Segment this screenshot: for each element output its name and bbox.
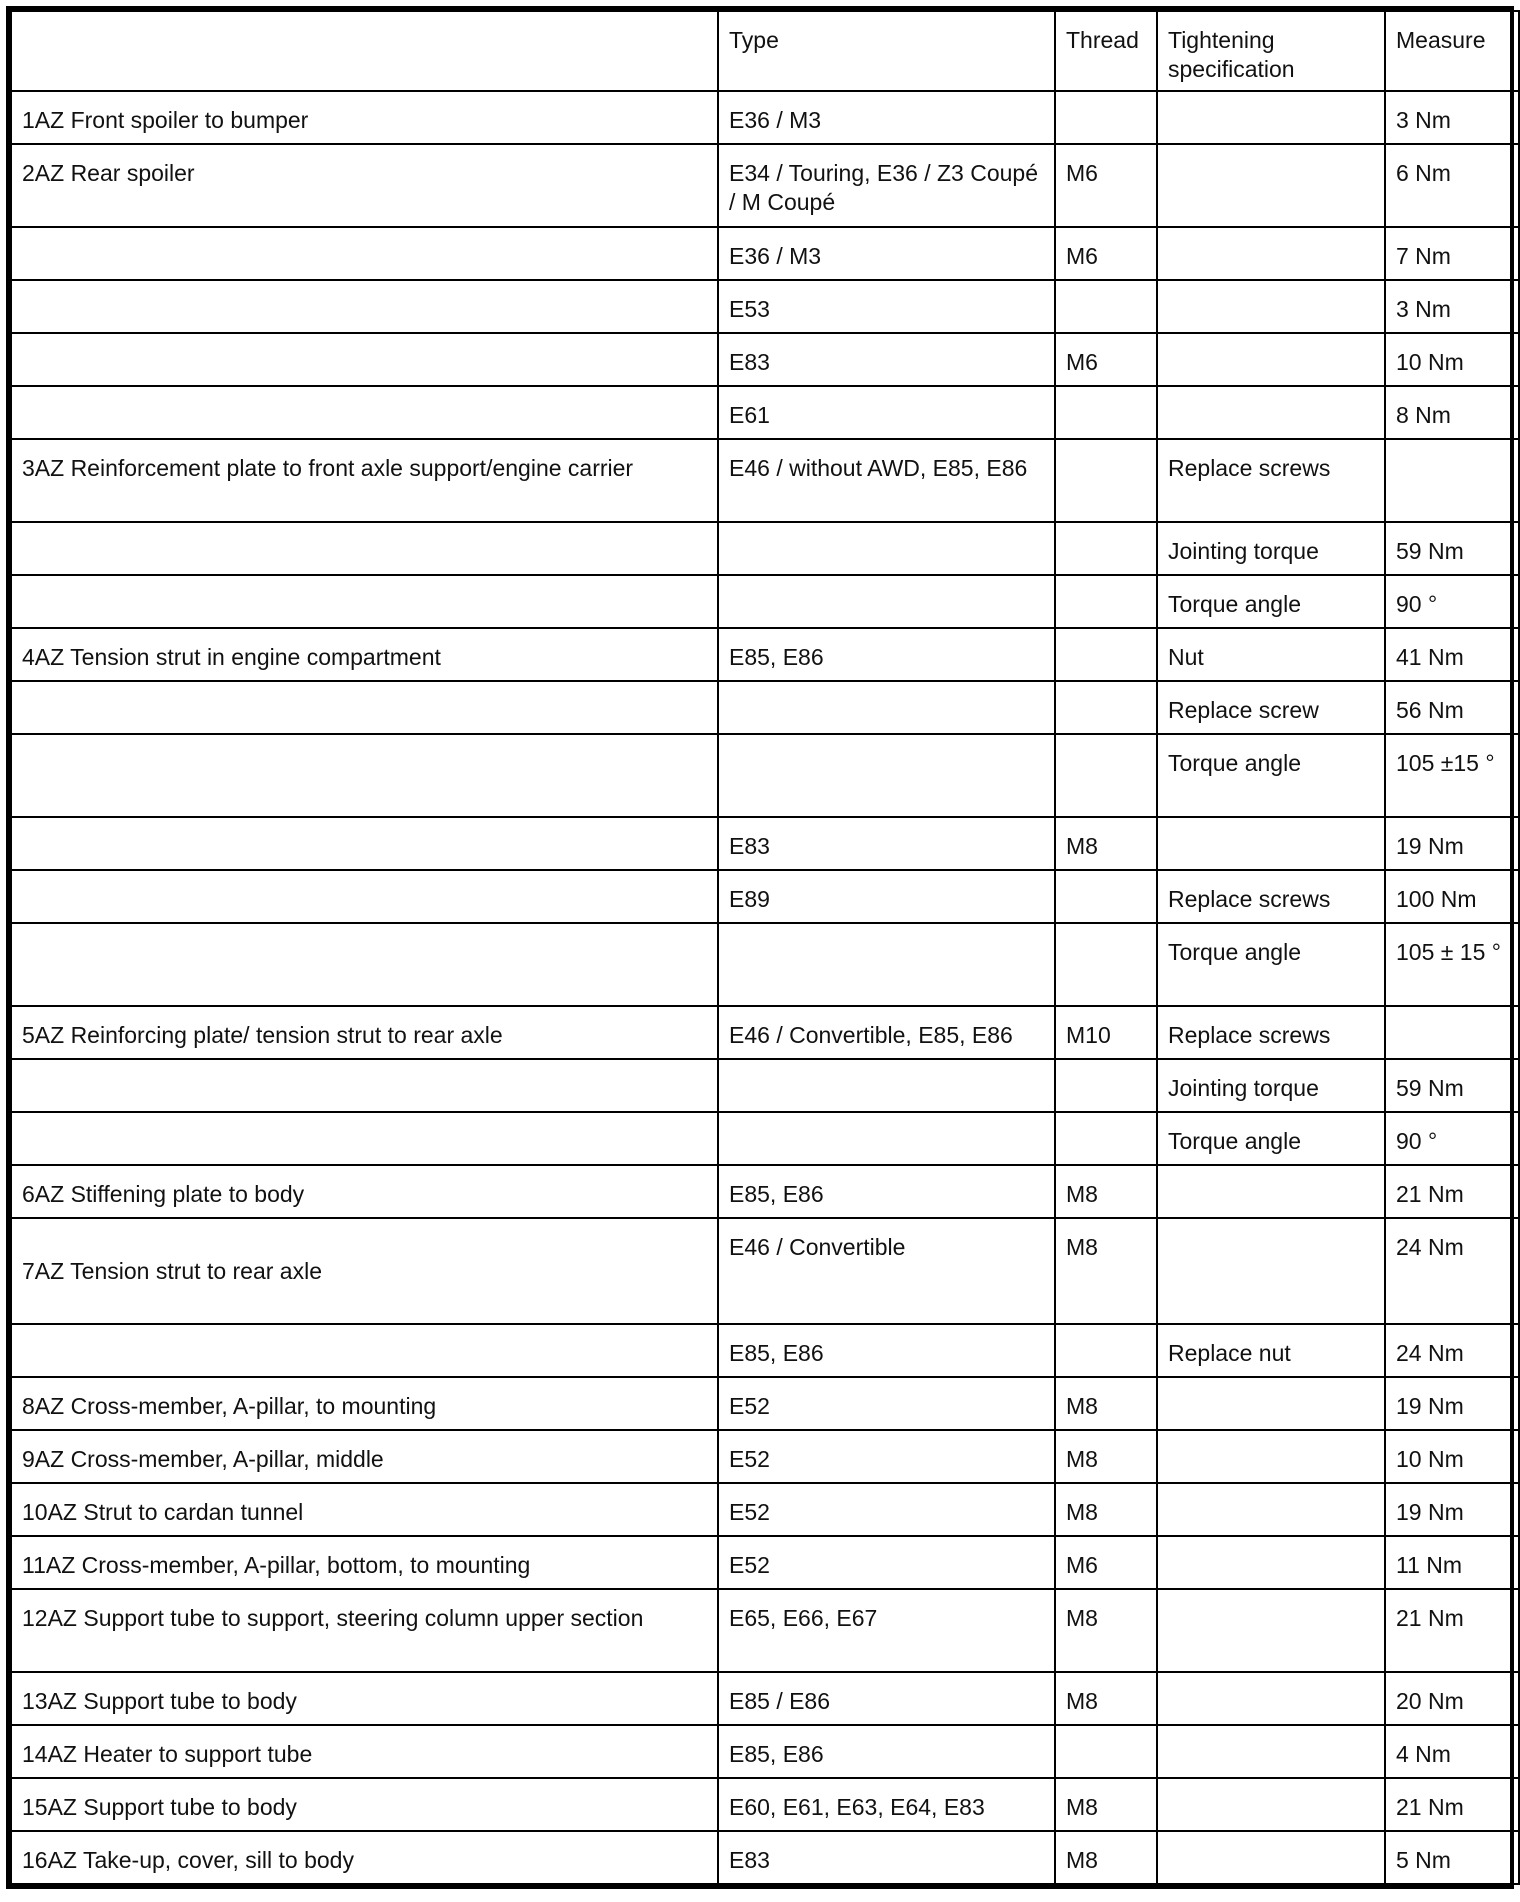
cell-description [11, 870, 718, 923]
cell-thread [1055, 91, 1157, 144]
cell-thread: M8 [1055, 817, 1157, 870]
table-row [11, 1536, 1519, 1589]
cell-description: 6AZ Stiffening plate to body [11, 1165, 718, 1218]
cell-thread [1055, 575, 1157, 628]
table-row [11, 628, 1519, 681]
cell-tightening [1157, 1483, 1385, 1536]
cell-type [718, 1059, 1055, 1112]
cell-type: E85, E86 [718, 1165, 1055, 1218]
cell-tightening: Replace screws [1157, 870, 1385, 923]
cell-type [718, 923, 1055, 1006]
cell-tightening [1157, 1831, 1385, 1884]
cell-thread [1055, 870, 1157, 923]
cell-type: E85 / E86 [718, 1672, 1055, 1725]
cell-description: 15AZ Support tube to body [11, 1778, 718, 1831]
cell-measure: 19 Nm [1385, 1377, 1519, 1430]
cell-tightening [1157, 817, 1385, 870]
table-row [11, 1589, 1519, 1672]
cell-measure: 21 Nm [1385, 1165, 1519, 1218]
table-row [11, 227, 1519, 280]
cell-description: 9AZ Cross-member, A-pillar, middle [11, 1430, 718, 1483]
cell-thread [1055, 681, 1157, 734]
cell-measure: 19 Nm [1385, 1483, 1519, 1536]
cell-type: E61 [718, 386, 1055, 439]
cell-thread [1055, 734, 1157, 817]
cell-tightening [1157, 1725, 1385, 1778]
table-row [11, 1430, 1519, 1483]
table-row [11, 1672, 1519, 1725]
table-row [11, 1377, 1519, 1430]
table-row [11, 575, 1519, 628]
cell-measure: 24 Nm [1385, 1324, 1519, 1377]
cell-description [11, 280, 718, 333]
cell-thread: M8 [1055, 1831, 1157, 1884]
table-row [11, 1006, 1519, 1059]
cell-tightening: Torque angle [1157, 1112, 1385, 1165]
cell-description [11, 923, 718, 1006]
cell-description: 16AZ Take-up, cover, sill to body [11, 1831, 718, 1884]
cell-description [11, 681, 718, 734]
cell-description [11, 575, 718, 628]
cell-thread [1055, 1112, 1157, 1165]
header-type: Type [718, 11, 1055, 91]
cell-type: E46 / Convertible, E85, E86 [718, 1006, 1055, 1059]
cell-thread: M6 [1055, 227, 1157, 280]
cell-description: 10AZ Strut to cardan tunnel [11, 1483, 718, 1536]
cell-type [718, 522, 1055, 575]
cell-thread: M8 [1055, 1483, 1157, 1536]
cell-measure: 20 Nm [1385, 1672, 1519, 1725]
cell-tightening: Replace nut [1157, 1324, 1385, 1377]
cell-measure: 10 Nm [1385, 333, 1519, 386]
cell-tightening [1157, 227, 1385, 280]
document-page [6, 6, 1514, 1889]
cell-measure: 100 Nm [1385, 870, 1519, 923]
cell-type: E85, E86 [718, 1725, 1055, 1778]
table-row [11, 1112, 1519, 1165]
table-row [11, 522, 1519, 575]
cell-tightening [1157, 1778, 1385, 1831]
cell-tightening [1157, 91, 1385, 144]
cell-tightening: Replace screws [1157, 1006, 1385, 1059]
cell-tightening [1157, 1218, 1385, 1324]
cell-thread [1055, 1324, 1157, 1377]
cell-description: 7AZ Tension strut to rear axle [11, 1218, 718, 1324]
cell-type: E36 / M3 [718, 91, 1055, 144]
cell-tightening [1157, 1672, 1385, 1725]
cell-thread: M10 [1055, 1006, 1157, 1059]
cell-type: E53 [718, 280, 1055, 333]
tightening-torque-table [10, 10, 1520, 1885]
cell-type: E65, E66, E67 [718, 1589, 1055, 1672]
cell-type: E83 [718, 817, 1055, 870]
table-row [11, 870, 1519, 923]
cell-measure: 105 ±15 ° [1385, 734, 1519, 817]
cell-tightening [1157, 1589, 1385, 1672]
cell-measure: 90 ° [1385, 1112, 1519, 1165]
cell-thread [1055, 628, 1157, 681]
cell-measure: 19 Nm [1385, 817, 1519, 870]
table-row [11, 681, 1519, 734]
cell-type: E83 [718, 1831, 1055, 1884]
cell-description: 14AZ Heater to support tube [11, 1725, 718, 1778]
cell-thread: M8 [1055, 1218, 1157, 1324]
cell-measure: 90 ° [1385, 575, 1519, 628]
table-row [11, 1483, 1519, 1536]
cell-type: E52 [718, 1377, 1055, 1430]
cell-thread: M8 [1055, 1672, 1157, 1725]
cell-thread [1055, 522, 1157, 575]
cell-thread: M6 [1055, 333, 1157, 386]
cell-description: 13AZ Support tube to body [11, 1672, 718, 1725]
cell-tightening [1157, 1430, 1385, 1483]
cell-measure [1385, 1006, 1519, 1059]
cell-type: E85, E86 [718, 1324, 1055, 1377]
table-row [11, 439, 1519, 522]
cell-description [11, 333, 718, 386]
cell-type: E60, E61, E63, E64, E83 [718, 1778, 1055, 1831]
cell-tightening [1157, 1536, 1385, 1589]
cell-description [11, 1059, 718, 1112]
cell-description [11, 734, 718, 817]
table-frame [6, 6, 1514, 1889]
cell-tightening: Torque angle [1157, 734, 1385, 817]
cell-tightening [1157, 1377, 1385, 1430]
cell-tightening: Torque angle [1157, 575, 1385, 628]
cell-thread: M6 [1055, 144, 1157, 227]
table-row [11, 923, 1519, 1006]
cell-type: E85, E86 [718, 628, 1055, 681]
cell-type: E46 / without AWD, E85, E86 [718, 439, 1055, 522]
cell-tightening [1157, 144, 1385, 227]
cell-tightening [1157, 1165, 1385, 1218]
cell-measure: 10 Nm [1385, 1430, 1519, 1483]
table-row [11, 1059, 1519, 1112]
table-row [11, 1778, 1519, 1831]
cell-description: 1AZ Front spoiler to bumper [11, 91, 718, 144]
cell-type [718, 1112, 1055, 1165]
cell-type: E89 [718, 870, 1055, 923]
cell-type: E52 [718, 1483, 1055, 1536]
cell-measure: 105 ± 15 ° [1385, 923, 1519, 1006]
cell-measure: 3 Nm [1385, 91, 1519, 144]
header-measure: Measure [1385, 11, 1519, 91]
table-header-row [11, 11, 1519, 91]
cell-description [11, 227, 718, 280]
cell-measure: 59 Nm [1385, 522, 1519, 575]
cell-thread: M6 [1055, 1536, 1157, 1589]
cell-measure: 59 Nm [1385, 1059, 1519, 1112]
cell-measure: 21 Nm [1385, 1778, 1519, 1831]
table-row [11, 1165, 1519, 1218]
cell-thread: M8 [1055, 1377, 1157, 1430]
table-row [11, 1218, 1519, 1324]
header-description [11, 11, 718, 91]
cell-measure: 7 Nm [1385, 227, 1519, 280]
cell-type: E52 [718, 1430, 1055, 1483]
cell-type [718, 734, 1055, 817]
cell-tightening: Jointing torque [1157, 1059, 1385, 1112]
table-row [11, 386, 1519, 439]
cell-description: 2AZ Rear spoiler [11, 144, 718, 227]
cell-description: 12AZ Support tube to support, steering column upper section [11, 1589, 718, 1672]
cell-type [718, 681, 1055, 734]
cell-thread: M8 [1055, 1430, 1157, 1483]
table-row [11, 91, 1519, 144]
cell-tightening [1157, 386, 1385, 439]
table-row [11, 817, 1519, 870]
cell-thread: M8 [1055, 1165, 1157, 1218]
cell-description [11, 1112, 718, 1165]
cell-thread [1055, 280, 1157, 333]
cell-thread [1055, 1725, 1157, 1778]
cell-description: 3AZ Reinforcement plate to front axle support/engine carrier [11, 439, 718, 522]
cell-description [11, 817, 718, 870]
cell-description: 5AZ Reinforcing plate/ tension strut to rear axle [11, 1006, 718, 1059]
cell-measure: 3 Nm [1385, 280, 1519, 333]
cell-description [11, 386, 718, 439]
cell-measure: 8 Nm [1385, 386, 1519, 439]
cell-description: 11AZ Cross-member, A-pillar, bottom, to mounting [11, 1536, 718, 1589]
table-row [11, 734, 1519, 817]
header-thread: Thread [1055, 11, 1157, 91]
cell-measure: 4 Nm [1385, 1725, 1519, 1778]
cell-description: 4AZ Tension strut in engine compartment [11, 628, 718, 681]
cell-thread [1055, 386, 1157, 439]
cell-tightening [1157, 333, 1385, 386]
cell-measure: 5 Nm [1385, 1831, 1519, 1884]
table-row [11, 144, 1519, 227]
cell-measure: 41 Nm [1385, 628, 1519, 681]
cell-measure: 6 Nm [1385, 144, 1519, 227]
cell-measure: 56 Nm [1385, 681, 1519, 734]
cell-type: E34 / Touring, E36 / Z3 Coupé / M Coupé [718, 144, 1055, 227]
cell-measure: 21 Nm [1385, 1589, 1519, 1672]
cell-tightening: Nut [1157, 628, 1385, 681]
cell-tightening: Replace screw [1157, 681, 1385, 734]
cell-type: E52 [718, 1536, 1055, 1589]
cell-tightening: Jointing torque [1157, 522, 1385, 575]
cell-description [11, 1324, 718, 1377]
cell-type: E46 / Convertible [718, 1218, 1055, 1324]
cell-type [718, 575, 1055, 628]
table-row [11, 333, 1519, 386]
cell-measure: 11 Nm [1385, 1536, 1519, 1589]
cell-measure [1385, 439, 1519, 522]
cell-type: E83 [718, 333, 1055, 386]
cell-tightening [1157, 280, 1385, 333]
table-row [11, 1831, 1519, 1884]
table-row [11, 280, 1519, 333]
cell-thread: M8 [1055, 1589, 1157, 1672]
cell-thread: M8 [1055, 1778, 1157, 1831]
cell-measure: 24 Nm [1385, 1218, 1519, 1324]
cell-thread [1055, 923, 1157, 1006]
cell-description [11, 522, 718, 575]
cell-type: E36 / M3 [718, 227, 1055, 280]
table-row [11, 1324, 1519, 1377]
cell-thread [1055, 1059, 1157, 1112]
table-row [11, 1725, 1519, 1778]
cell-tightening: Replace screws [1157, 439, 1385, 522]
cell-tightening: Torque angle [1157, 923, 1385, 1006]
header-tightening-specification: Tightening specification [1157, 11, 1385, 91]
cell-thread [1055, 439, 1157, 522]
cell-description: 8AZ Cross-member, A-pillar, to mounting [11, 1377, 718, 1430]
